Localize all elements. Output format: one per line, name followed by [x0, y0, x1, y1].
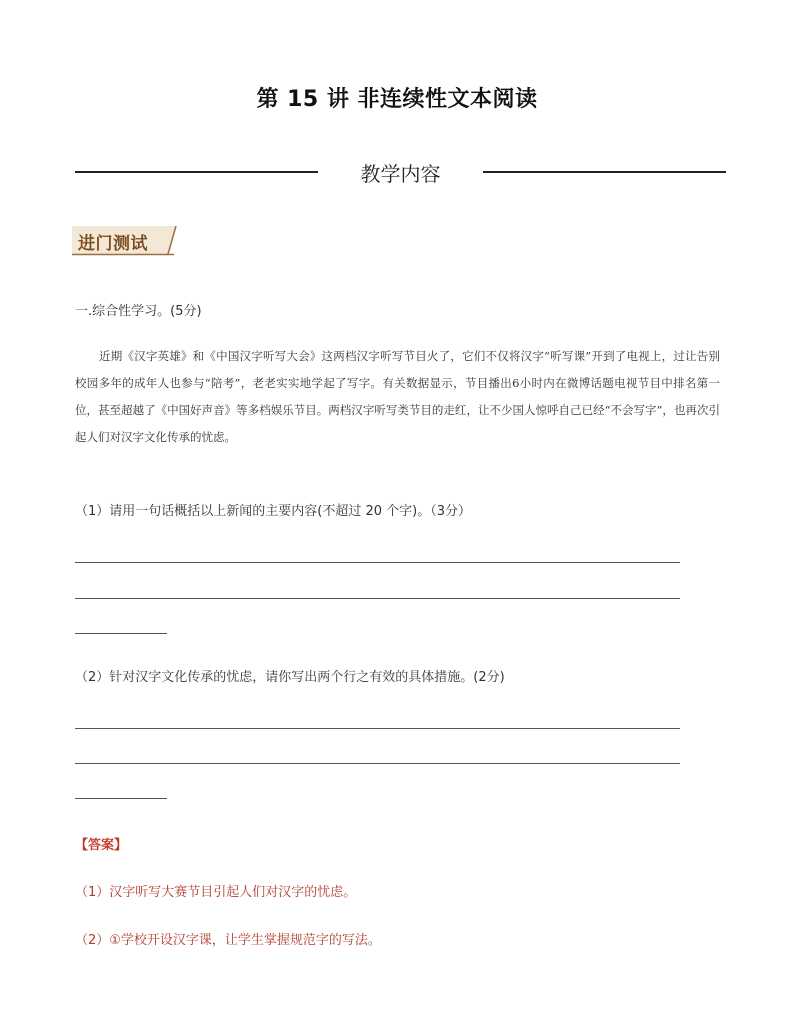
sub-question-1: （1）请用一句话概括以上新闻的主要内容(不超过 20 个字)。（3分）	[75, 504, 471, 519]
section-divider-left	[75, 171, 318, 173]
answer-line[interactable]	[75, 562, 680, 563]
answer-line[interactable]	[75, 598, 680, 599]
section-divider-right	[483, 171, 726, 173]
question-heading: 一.综合性学习。(5分)	[75, 304, 202, 319]
answer-item-1: （1）汉字听写大赛节目引起人们对汉字的忧虑。	[75, 885, 357, 900]
section-badge	[72, 226, 182, 256]
answer-line[interactable]	[75, 763, 680, 764]
section-title: 教学内容	[360, 162, 441, 186]
badge-label: 进门测试	[78, 234, 148, 254]
sub-question-2: （2）针对汉字文化传承的忧虑，请你写出两个行之有效的具体措施。(2分)	[75, 670, 505, 685]
answer-item-2: （2）①学校开设汉字课，让学生掌握规范字的写法。	[75, 933, 381, 948]
reading-passage: 近期《汉字英雄》和《中国汉字听写大会》这两档汉字听写节目火了，它们不仅将汉字“听写课”开到了电视上，过让告别校园多年的成年人也参与“陪考”，老老实实地学起了写字。有关数据显示，节目播出6小时内在微博话题电视节目中排名第一位，甚至超越了《中国好声音》等多档娱乐节目。两档汉字听写类节目的走红，让不少国人惊呼自己已经“不会写字”，也再次引起人们对汉字文化传承的忧虑。	[75, 349, 720, 444]
answer-label: 【答案】	[75, 838, 128, 853]
answer-line[interactable]	[75, 728, 680, 729]
answer-line[interactable]	[75, 798, 167, 799]
answer-line[interactable]	[75, 633, 167, 634]
page-title: 第 15 讲 非连续性文本阅读	[256, 87, 538, 112]
